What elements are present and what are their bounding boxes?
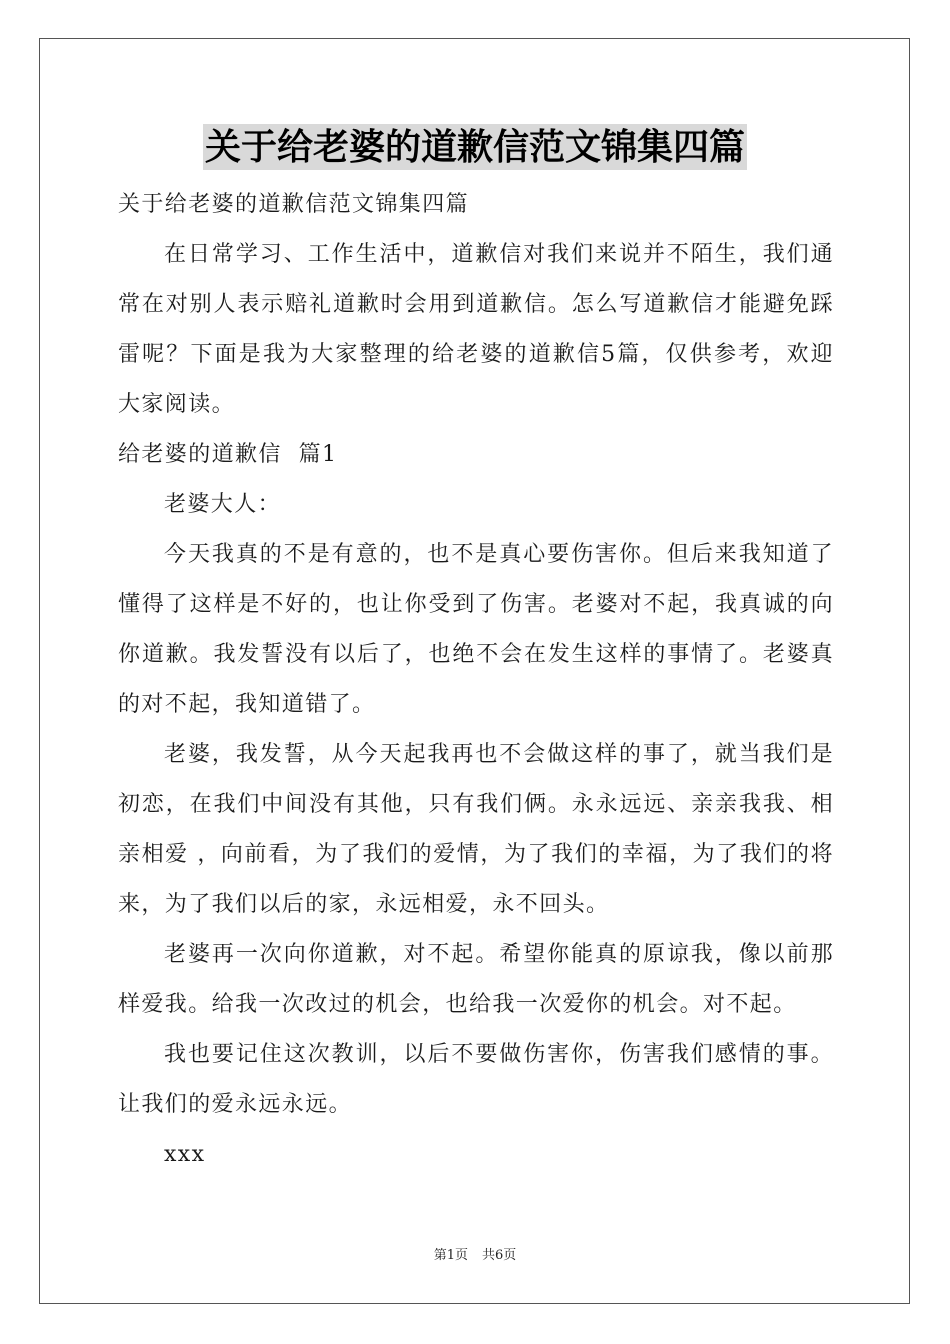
document-body [118, 180, 834, 1180]
title-container [0, 124, 950, 170]
letter-salutation: 老婆大人： [164, 492, 282, 517]
letter-paragraph: 我也要记住这次教训，以后不要做伤害你，伤害我们感情的事。让我们的爱永远永远。 [118, 1042, 834, 1117]
section-heading: 给老婆的道歉信 篇1 [118, 442, 338, 467]
letter-signature: xxx [164, 1142, 206, 1167]
intro-paragraph: 在日常学习、工作生活中，道歉信对我们来说并不陌生，我们通常在对别人表示赔礼道歉时会用到道歉信。怎么写道歉信才能避免踩雷呢？下面是我为大家整理的给老婆的道歉信5篇，仅供参考，欢迎大家阅读。 [118, 242, 834, 417]
document-title: 关于给老婆的道歉信范文锦集四篇 [204, 126, 745, 168]
page-footer [0, 1246, 950, 1266]
letter-paragraph: 老婆再一次向你道歉，对不起。希望你能真的原谅我，像以前那样爱我。给我一次改过的机会，也给我一次爱你的机会。对不起。 [118, 942, 834, 1017]
page-number-total: 共6页 [482, 1248, 517, 1263]
page-number-current: 第1页 [433, 1248, 468, 1263]
letter-paragraph: 今天我真的不是有意的，也不是真心要伤害你。但后来我知道了懂得了这样是不好的，也让你受到了伤害。老婆对不起，我真诚的向你道歉。我发誓没有以后了，也绝不会在发生这样的事情了。老婆真的对不起，我知道错了。 [118, 542, 834, 717]
document-subtitle: 关于给老婆的道歉信范文锦集四篇 [118, 192, 470, 217]
letter-paragraph: 老婆，我发誓，从今天起我再也不会做这样的事了，就当我们是初恋，在我们中间没有其他，只有我们俩。永永远远、亲亲我我、相亲相爱 ，向前看，为了我们的爱情，为了我们的幸福，为了我们的将来，为了我们以后的家，永远相爱，永不回头。 [118, 742, 834, 917]
